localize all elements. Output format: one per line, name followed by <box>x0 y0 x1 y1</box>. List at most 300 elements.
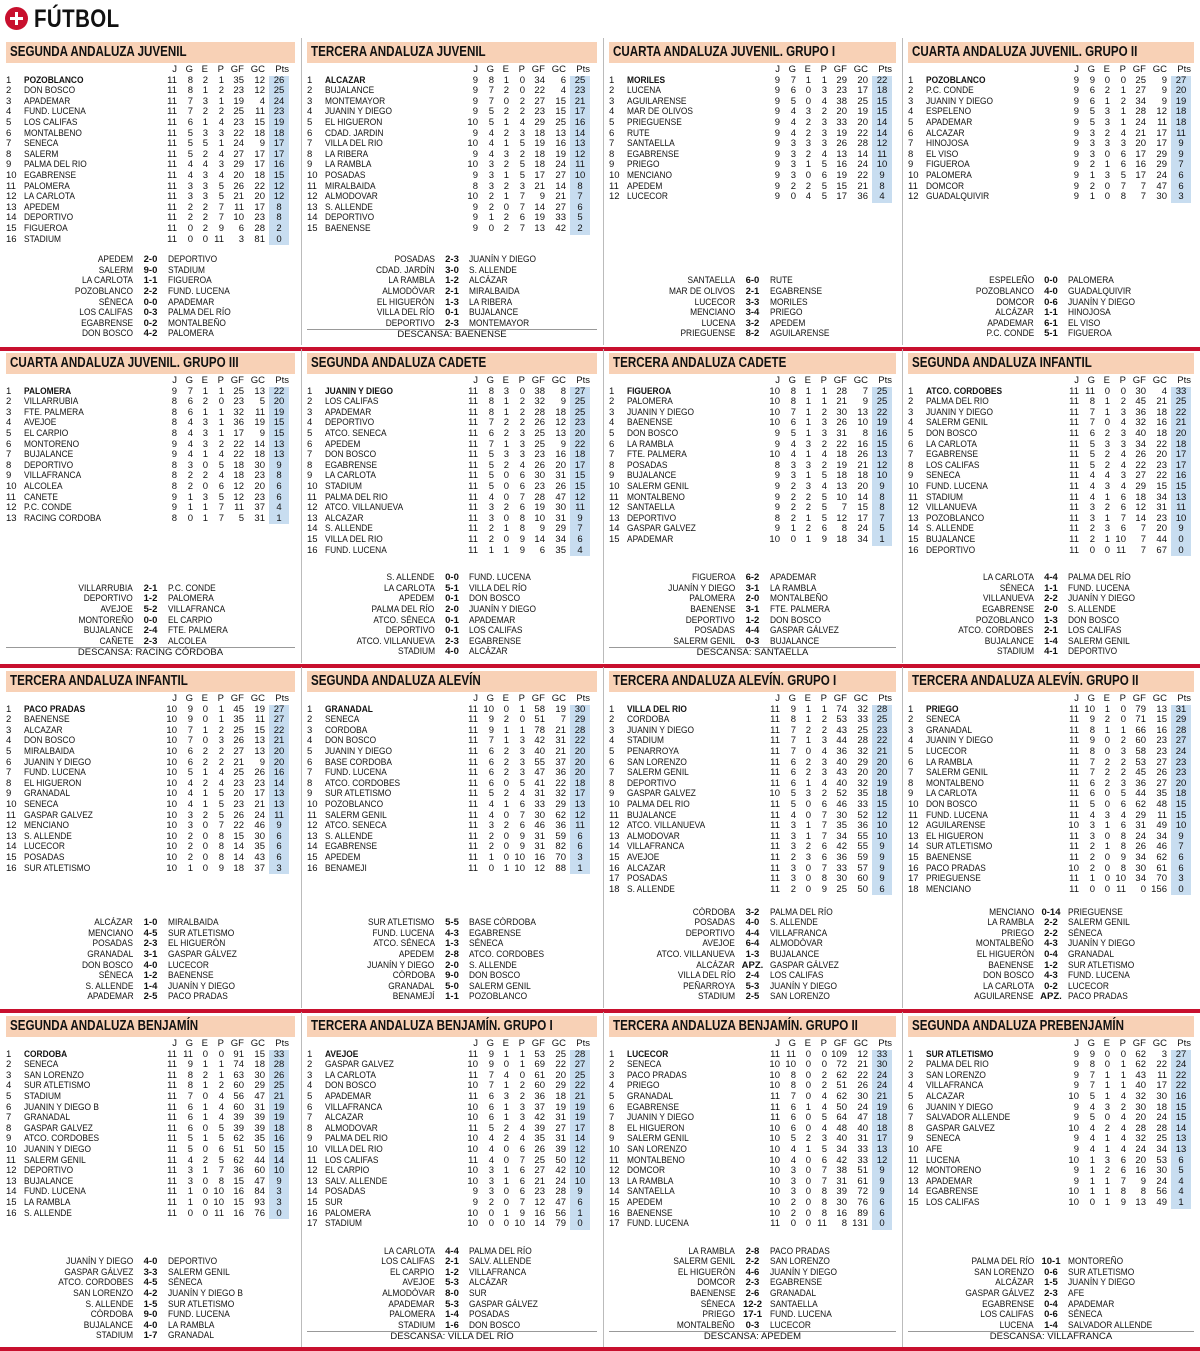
cell-gc: 20 <box>254 191 265 203</box>
cell-gf: 6 <box>238 222 244 234</box>
column-header-pts: Pts <box>275 64 289 75</box>
home-team: DEPORTIVO <box>686 614 736 626</box>
cell-e: 2 <box>202 201 208 213</box>
cell-gc: 20 <box>1156 523 1167 535</box>
cell-j: 10 <box>467 1165 478 1177</box>
home-team: AVEJOE <box>702 938 736 950</box>
cell-pts: 8 <box>269 471 289 482</box>
cell-pts: 13 <box>570 139 590 150</box>
row-position: 5 <box>307 427 313 439</box>
cell-g: 6 <box>488 1090 494 1102</box>
cell-gf: 14 <box>534 533 545 545</box>
cell-pts: 9 <box>1171 524 1191 535</box>
cell-e: 0 <box>202 480 208 492</box>
cell-j: 11 <box>468 1069 478 1081</box>
table-row <box>307 1124 593 1135</box>
cell-j: 11 <box>468 1090 478 1102</box>
cell-gf: 62 <box>836 1069 847 1081</box>
cell-pts: 11 <box>1171 129 1191 140</box>
cell-gc: 43 <box>254 851 265 863</box>
cell-e: 0 <box>1104 851 1110 863</box>
row-position: 15 <box>307 222 318 234</box>
cell-g: 5 <box>488 449 494 461</box>
cell-p: 8 <box>218 841 224 853</box>
away-team: SÉNECA <box>1068 927 1103 939</box>
cell-g: 3 <box>187 820 193 832</box>
cell-j: 11 <box>1069 724 1079 736</box>
cell-g: 1 <box>1089 191 1095 203</box>
cell-j: 10 <box>467 159 478 171</box>
home-team: MAR DE OLIVOS <box>669 286 736 298</box>
cell-gf: 24 <box>1135 1143 1146 1155</box>
cell-gf: 18 <box>534 127 545 139</box>
cell-gf: 15 <box>233 830 244 842</box>
league-title-text: SEGUNDA ANDALUZA PREBENJAMÍN <box>912 1018 1125 1034</box>
cell-g: 2 <box>790 512 796 524</box>
match-score: 6-2 <box>745 572 760 584</box>
table-row <box>908 789 1190 800</box>
away-team: JUANÍN Y DIEGO <box>469 254 537 266</box>
row-position: 9 <box>6 788 12 800</box>
cell-pts: 20 <box>872 758 892 769</box>
table-row <box>908 1092 1190 1103</box>
cell-p: 4 <box>218 1112 224 1124</box>
team-name: HINOJOSA <box>926 139 969 150</box>
cell-g: 3 <box>1089 502 1095 514</box>
cell-gc: 10 <box>857 417 868 429</box>
standings-header <box>908 694 1190 705</box>
table-row <box>6 471 291 482</box>
cell-pts: 19 <box>872 1103 892 1114</box>
cell-j: 11 <box>1069 449 1079 461</box>
cell-e: 0 <box>503 851 509 863</box>
column-header-gf: GF <box>230 693 244 704</box>
cell-p: 5 <box>218 180 224 192</box>
row-position: 16 <box>609 1207 620 1219</box>
cell-pts: 11 <box>1171 503 1191 514</box>
team-name: DEPORTIVO <box>24 213 74 224</box>
cell-p: 1 <box>519 703 525 715</box>
table-row <box>908 503 1190 514</box>
table-row <box>6 235 291 246</box>
table-row <box>307 1050 593 1061</box>
cell-e: 0 <box>202 862 208 874</box>
cell-e: 2 <box>202 1069 208 1081</box>
cell-j: 10 <box>1068 820 1079 832</box>
cell-pts: 15 <box>269 171 289 182</box>
row-position: 7 <box>307 767 313 779</box>
team-name: SÉNECA <box>926 715 961 726</box>
column-header-gc: GC <box>250 693 265 704</box>
cell-p: 3 <box>1120 470 1126 482</box>
cell-pts: 3 <box>570 853 590 864</box>
cell-pts: 14 <box>872 129 892 140</box>
team-name: APADEMAR <box>627 534 674 545</box>
results-list <box>307 573 597 658</box>
table-row <box>609 1209 892 1220</box>
cell-gf: 30 <box>1135 862 1146 874</box>
cell-g: 6 <box>488 767 494 779</box>
cell-e: 0 <box>503 512 509 524</box>
cell-g: 4 <box>790 1154 796 1166</box>
table-row <box>6 213 291 224</box>
cell-gc: 7 <box>862 385 868 397</box>
cell-p: 7 <box>1120 180 1126 192</box>
cell-j: 9 <box>774 74 780 86</box>
cell-gc: 42 <box>555 1165 566 1177</box>
cell-p: 2 <box>519 106 525 118</box>
row-position: 10 <box>609 169 620 181</box>
cell-p: 5 <box>218 1154 224 1166</box>
cell-g: 10 <box>483 703 494 715</box>
table-row <box>609 503 892 514</box>
match-score: 1-1 <box>1044 582 1058 594</box>
cell-gf: 0 <box>1140 883 1146 895</box>
match-score: 2-3 <box>445 317 459 329</box>
team-name: MONTALBEÑO <box>24 128 82 139</box>
cell-gf: 20 <box>1135 1154 1146 1166</box>
cell-g: 0 <box>790 191 796 203</box>
cell-gc: 24 <box>1156 1112 1167 1124</box>
home-team-cell <box>6 329 133 340</box>
cell-gc: 25 <box>555 1048 566 1060</box>
cell-p: 7 <box>519 191 525 203</box>
team-name: DON BOSCO <box>24 736 76 747</box>
cell-e: 2 <box>503 714 509 726</box>
standings-header <box>609 65 892 76</box>
cell-e: 1 <box>1104 1090 1110 1102</box>
cell-pts: 24 <box>1171 747 1191 758</box>
column-header-pts: Pts <box>878 693 892 704</box>
row-position: 14 <box>6 841 17 853</box>
cell-gf: 31 <box>836 427 847 439</box>
column-header-gc: GC <box>551 64 566 75</box>
table-row <box>908 1081 1190 1092</box>
cell-p: 6 <box>1120 820 1126 832</box>
cell-j: 10 <box>467 191 478 203</box>
column-header-pts: Pts <box>576 693 590 704</box>
cell-gc: 20 <box>254 480 265 492</box>
team-name: GRANADAL <box>627 1091 673 1102</box>
row-position: 2 <box>609 714 615 726</box>
cell-gc: 29 <box>857 756 868 768</box>
cell-g: 7 <box>790 745 796 757</box>
cell-g: 4 <box>790 1143 796 1155</box>
table-row <box>6 768 291 779</box>
cell-e: 2 <box>503 212 509 224</box>
home-team: ATCO. SÉNECA <box>372 614 435 626</box>
table-row <box>609 789 892 800</box>
table-row <box>609 1092 892 1103</box>
cell-e: 0 <box>503 703 509 715</box>
cell-e: 3 <box>1104 169 1110 181</box>
team-name: FIGUEROA <box>926 160 970 171</box>
cell-e: 1 <box>805 735 811 747</box>
match-result <box>609 329 896 340</box>
cell-gc: 6 <box>560 74 566 86</box>
cell-gc: 29 <box>555 798 566 810</box>
home-team: STADIUM <box>397 646 435 658</box>
cell-p: 1 <box>218 714 224 726</box>
team-name: EL HIGUERÓN <box>325 117 383 128</box>
cell-pts: 7 <box>570 192 590 203</box>
cell-g: 4 <box>1089 470 1095 482</box>
cell-j: 11 <box>468 385 478 397</box>
team-name: POZOBLANCO <box>926 513 985 524</box>
table-row <box>307 758 593 769</box>
cell-p: 5 <box>218 491 224 503</box>
away-team: PACO PRADAS <box>167 991 228 1003</box>
table-row <box>6 482 291 493</box>
table-row <box>6 203 291 214</box>
team-name: AVEJOE <box>24 418 57 429</box>
cell-g: 3 <box>1089 138 1095 150</box>
table-row <box>609 461 892 472</box>
table-row <box>908 1166 1190 1177</box>
team-name: PRIEGUENSE <box>926 874 981 885</box>
table-row <box>307 1177 593 1188</box>
cell-j: 10 <box>769 788 780 800</box>
cell-g: 4 <box>187 159 193 171</box>
cell-gf: 32 <box>1135 417 1146 429</box>
cell-pts: 23 <box>570 86 590 97</box>
column-header-g: G <box>1087 375 1095 386</box>
cell-e: 1 <box>1104 820 1110 832</box>
team-name: SUR ATLETISMO <box>325 789 392 800</box>
row-position: 11 <box>908 1154 918 1166</box>
cell-j: 10 <box>166 798 177 810</box>
match-score: 0-0 <box>445 572 459 584</box>
away-team: APADEMAR <box>769 572 817 584</box>
row-position: 15 <box>6 1196 17 1208</box>
table-row <box>307 842 593 853</box>
cell-p: 3 <box>519 767 525 779</box>
row-position: 3 <box>307 95 313 107</box>
cell-gf: 51 <box>534 714 545 726</box>
cell-pts: 9 <box>872 1177 892 1188</box>
cell-e: 2 <box>805 523 811 535</box>
cell-gf: 22 <box>233 449 244 461</box>
standings-header <box>307 65 593 76</box>
table-row <box>307 800 593 811</box>
column-header-pts: Pts <box>576 1038 590 1049</box>
cell-j: 10 <box>769 385 780 397</box>
row-position: 1 <box>307 385 313 397</box>
home-team: DEPORTIVO <box>84 593 134 605</box>
cell-gc: 56 <box>555 1207 566 1219</box>
cell-pts: 24 <box>872 1081 892 1092</box>
team-name: JUANÍN Y DIEGO <box>627 1113 695 1124</box>
cell-p: 1 <box>1120 1059 1126 1071</box>
cell-j: 11 <box>468 798 478 810</box>
team-name: PALOMERA <box>926 170 972 181</box>
cell-gc: 27 <box>555 169 566 181</box>
table-row <box>307 171 593 182</box>
away-team: FUND. LUCENA <box>1068 582 1130 594</box>
cell-gc: 23 <box>1156 512 1167 524</box>
table-row <box>609 874 892 885</box>
cell-pts: 17 <box>570 789 590 800</box>
row-position: 12 <box>609 1165 620 1177</box>
cell-pts: 6 <box>570 1198 590 1209</box>
away-team: PALMA DEL RÍO <box>469 1245 533 1257</box>
cell-gc: 23 <box>254 212 265 224</box>
row-position: 7 <box>307 449 313 461</box>
row-position: 10 <box>908 1143 919 1155</box>
column-header-e: E <box>804 375 811 386</box>
row-position: 12 <box>6 820 17 832</box>
cell-e: 1 <box>805 74 811 86</box>
cell-j: 11 <box>468 830 478 842</box>
away-team-cell <box>1068 1321 1194 1332</box>
home-team: LUCENA <box>999 1319 1034 1331</box>
cell-j: 11 <box>167 74 177 86</box>
match-score: 5-1 <box>1044 328 1058 340</box>
cell-g: 0 <box>488 862 494 874</box>
cell-gf: 36 <box>233 417 244 429</box>
away-team: GRANADAL <box>1068 949 1115 961</box>
team-name: PRIEGO <box>627 1081 660 1092</box>
cell-p: 1 <box>519 724 525 736</box>
table-row <box>908 715 1190 726</box>
cell-gf: 28 <box>534 406 545 418</box>
cell-e: 2 <box>805 841 811 853</box>
team-name: GUADALQUIVIR <box>926 192 990 203</box>
table-row <box>307 864 593 875</box>
cell-p: 9 <box>218 222 224 234</box>
team-name: PALMA DEL RÍO <box>325 1134 388 1145</box>
cell-gf: 39 <box>836 1186 847 1198</box>
cell-gc: 39 <box>254 1122 265 1134</box>
cell-p: 7 <box>821 809 827 821</box>
row-position: 5 <box>6 1090 12 1102</box>
cell-gf: 35 <box>233 74 244 86</box>
cell-pts: 9 <box>269 821 289 832</box>
cell-e: 2 <box>503 1133 509 1145</box>
cell-e: 2 <box>503 820 509 832</box>
cell-j: 10 <box>166 756 177 768</box>
cell-gc: 13 <box>1156 703 1167 715</box>
cell-pts: 12 <box>872 1156 892 1167</box>
cell-pts: 12 <box>872 811 892 822</box>
cell-g: 6 <box>1089 427 1095 439</box>
team-name: SUR ATLETISMO <box>24 1081 91 1092</box>
cell-j: 11 <box>167 116 177 128</box>
cell-gf: 17 <box>1135 169 1146 181</box>
column-header-p: P <box>518 64 525 75</box>
table-row <box>307 524 593 535</box>
home-team: DON BOSCO <box>82 959 134 971</box>
match-result <box>908 1321 1194 1332</box>
table-row <box>908 842 1190 853</box>
table-row <box>908 726 1190 737</box>
cell-gf: 34 <box>1135 438 1146 450</box>
row-position: 13 <box>6 201 17 213</box>
match-score: 2-2 <box>1044 917 1058 929</box>
cell-p: 6 <box>519 1186 525 1198</box>
cell-gf: 23 <box>534 480 545 492</box>
cell-gc: 29 <box>1156 159 1167 171</box>
team-name: POSADAS <box>627 460 668 471</box>
team-name: DON BOSCO <box>325 1081 377 1092</box>
match-result <box>908 329 1194 340</box>
away-team-cell <box>469 992 597 1003</box>
cell-gc: 22 <box>555 777 566 789</box>
cell-gc: 17 <box>857 512 868 524</box>
match-score: 2-3 <box>143 635 158 647</box>
league-panel <box>301 349 603 662</box>
team-name: SÉNECA <box>24 799 59 810</box>
row-position: 1 <box>6 74 12 86</box>
match-result <box>307 1321 597 1332</box>
standings-table <box>307 65 593 235</box>
cell-g: 6 <box>790 777 796 789</box>
row-position: 7 <box>6 1112 12 1124</box>
cell-p: 6 <box>519 1175 525 1187</box>
row-position: 13 <box>609 512 620 524</box>
home-team: SÉNECA <box>98 970 134 982</box>
cell-j: 9 <box>472 212 478 224</box>
league-title <box>6 42 295 63</box>
cell-e: 1 <box>503 138 509 150</box>
cell-g: 4 <box>187 417 193 429</box>
match-score: 1-2 <box>445 275 459 287</box>
team-name: PRIEGO <box>926 704 959 715</box>
cell-j: 11 <box>167 212 177 224</box>
cell-j: 11 <box>468 470 478 482</box>
cell-gf: 25 <box>233 767 244 779</box>
cell-g: 5 <box>187 127 193 139</box>
cell-p: 0 <box>821 1059 827 1071</box>
cell-g: 4 <box>187 169 193 181</box>
row-position: 11 <box>6 809 16 821</box>
cell-j: 9 <box>171 438 177 450</box>
row-position: 16 <box>307 544 318 556</box>
table-row <box>307 387 593 398</box>
cell-p: 4 <box>1120 809 1126 821</box>
cell-pts: 17 <box>570 461 590 472</box>
table-row <box>307 224 593 235</box>
cell-gf: 20 <box>836 106 847 118</box>
home-team: ALCÁZAR <box>995 1277 1034 1289</box>
cell-g: 6 <box>1089 777 1095 789</box>
away-team: JUANÍN Y DIEGO <box>469 604 537 616</box>
table-row <box>6 107 291 118</box>
cell-p: 7 <box>519 222 525 234</box>
row-position: 13 <box>307 201 318 213</box>
cell-pts: 25 <box>1171 397 1191 408</box>
league-panel <box>603 1012 902 1346</box>
cell-p: 6 <box>218 1143 224 1155</box>
cell-gc: 35 <box>1156 788 1167 800</box>
row-position: 1 <box>307 74 313 86</box>
cell-e: 0 <box>1104 830 1110 842</box>
table-row <box>6 715 291 726</box>
cell-pts: 17 <box>570 107 590 118</box>
column-header-g: G <box>788 693 796 704</box>
cell-g: 5 <box>790 427 796 439</box>
cell-gf: 26 <box>233 809 244 821</box>
row-position: 9 <box>908 470 914 482</box>
cell-g: 5 <box>488 480 494 492</box>
row-position: 15 <box>908 1196 919 1208</box>
cell-gc: 17 <box>1156 138 1167 150</box>
cell-g: 5 <box>1089 798 1095 810</box>
cell-j: 9 <box>774 491 780 503</box>
cell-p: 2 <box>1120 767 1126 779</box>
away-team: DON BOSCO <box>469 1319 521 1331</box>
cell-gc: 51 <box>857 1165 868 1177</box>
